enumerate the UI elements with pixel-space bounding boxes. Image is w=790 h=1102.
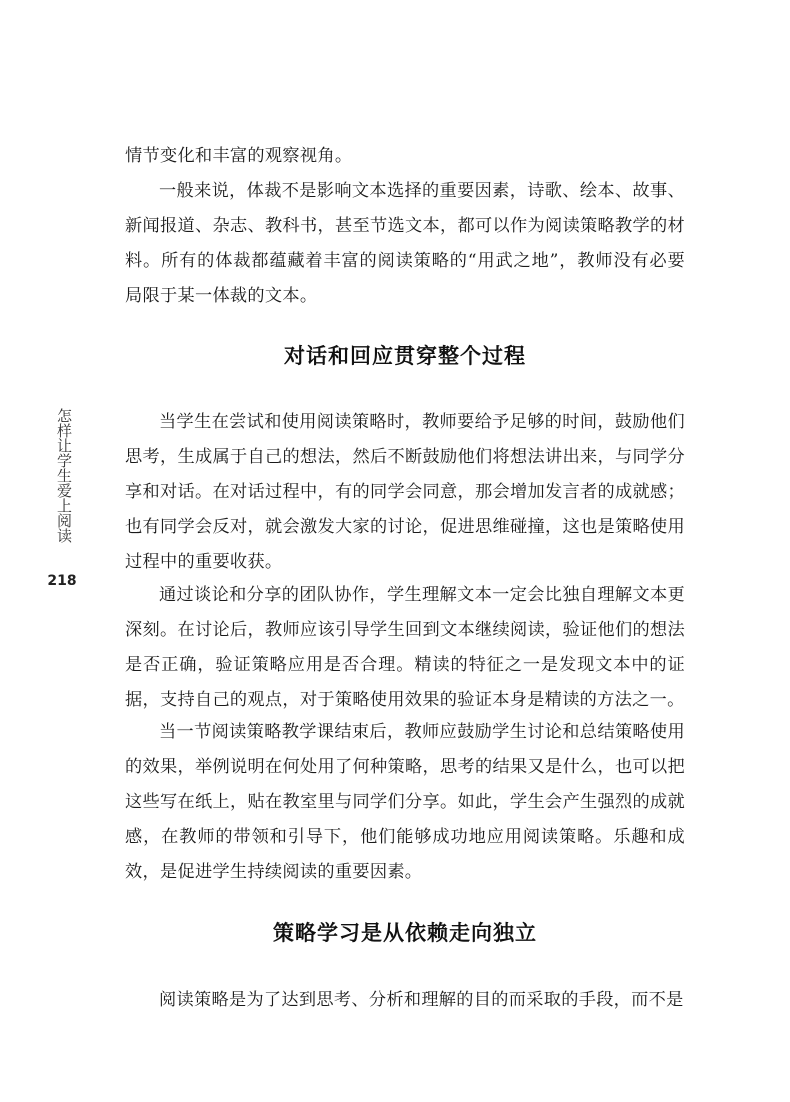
paragraph-teamwork: 通过谈论和分享的团队协作，学生理解文本一定会比独自理解文本更深刻。在讨论后，教师应该引导学生回到文本继续阅读，验证他们的想法是否正确，验证策略应用是否合理。精读的特征之一是发现文本中的证据，支持自己的观点，对于策略使用效果的验证本身是精读的方法之一。 — [125, 585, 685, 710]
section-heading-independence: 策略学习是从依赖走向独立 — [273, 921, 537, 945]
paragraph-summary: 当一节阅读策略教学课结束后，教师应鼓励学生讨论和总结策略使用的效果，举例说明在何处用了何种策略，思考的结果又是什么，也可以把这些写在纸上，贴在教室里与同学们分享。如此，学生会产生强烈的成就感，在教师的带领和引导下，他们能够成功地应用阅读策略。乐趣和成效，是促进学生持续阅读的重要因素。 — [125, 722, 685, 882]
paragraph-dialogue: 当学生在尝试和使用阅读策略时，教师要给予足够的时间，鼓励他们思考，生成属于自己的想法，然后不断鼓励他们将想法讲出来，与同学分享和对话。在对话过程中，有的同学会同意，那会增加发言者的成就感；也有同学会反对，就会激发大家的讨论，促进思维碰撞，这也是策略使用过程中的重要收获。 — [125, 412, 685, 572]
paragraph-strategy-definition: 阅读策略是为了达到思考、分析和理解的目的而采取的手段，而不是 — [159, 990, 684, 1010]
page-number: 218 — [47, 573, 77, 589]
running-book-title: 怎样让学生爱上阅读 — [55, 408, 73, 543]
paragraph-genre: 一般来说，体裁不是影响文本选择的重要因素，诗歌、绘本、故事、新闻报道、杂志、教科书，甚至节选文本，都可以作为阅读策略教学的材料。所有的体裁都蕴藏着丰富的阅读策略的“用武之地”，教师没有必要局限于某一体裁的文本。 — [125, 181, 685, 306]
paragraph-continuation: 情节变化和丰富的观察视角。 — [125, 146, 353, 166]
section-heading-dialogue: 对话和回应贯穿整个过程 — [284, 344, 526, 368]
